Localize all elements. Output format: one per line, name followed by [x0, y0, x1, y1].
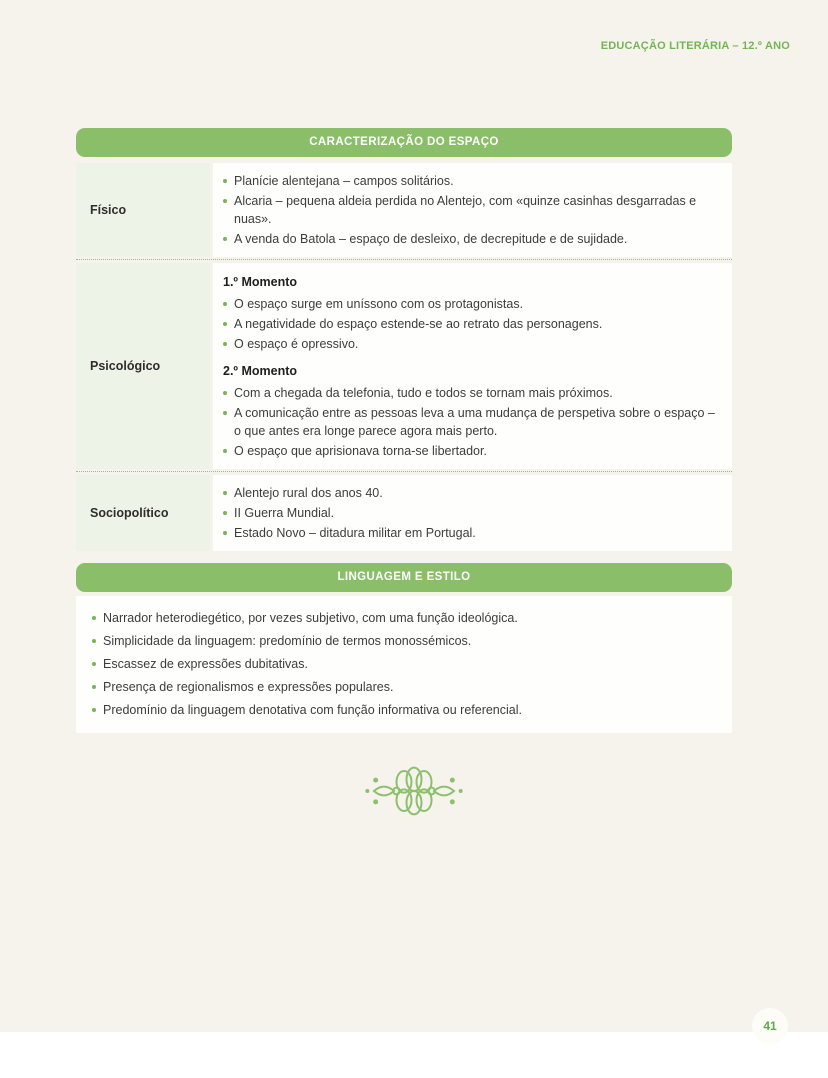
list-item: [223, 192, 718, 228]
row-label: Físico: [76, 163, 210, 257]
list-item-text: II Guerra Mundial.: [234, 506, 335, 520]
espaco-table: [76, 128, 732, 551]
bullet-icon: [223, 342, 227, 346]
flourish-ornament-icon: [364, 760, 464, 827]
table-row-sociopolitico: [76, 475, 732, 551]
espaco-table-title: CARACTERIZAÇÃO DO ESPAÇO: [76, 128, 732, 157]
list-item: [223, 484, 718, 502]
list-item-text: Presença de regionalismos e expressões populares.: [103, 680, 394, 694]
table-row-psicologico: [76, 263, 732, 469]
bullet-icon: [223, 322, 227, 326]
list-item-text: Planície alentejana – campos solitários.: [234, 174, 454, 188]
bullet-icon: [223, 237, 227, 241]
list-item-text: O espaço é opressivo.: [234, 337, 359, 351]
row-separator: [76, 469, 732, 472]
list-item: [223, 524, 718, 542]
linguagem-section: [76, 563, 732, 733]
row-content: [213, 263, 732, 469]
list-item-text: Estado Novo – ditadura militar em Portugal.: [234, 526, 476, 540]
bullet-icon: [223, 491, 227, 495]
list-item: [223, 384, 718, 402]
moment-heading: 2.º Momento: [223, 364, 298, 378]
list-item: [223, 335, 718, 353]
bullet-icon: [223, 391, 227, 395]
page-bottom-margin: [0, 1032, 828, 1078]
row-label: Psicológico: [76, 263, 210, 469]
bullet-icon: [223, 199, 227, 203]
list-item-text: Simplicidade da linguagem: predomínio de termos monossémicos.: [103, 634, 472, 648]
bullet-icon: [223, 531, 227, 535]
list-item: [223, 295, 718, 313]
list-item-text: A negatividade do espaço estende-se ao retrato das personagens.: [234, 317, 603, 331]
list-item: [92, 609, 716, 627]
espaco-table-body: [76, 163, 732, 551]
moment-heading: 1.º Momento: [223, 275, 298, 289]
table-row-fisico: [76, 163, 732, 257]
list-item-text: Alentejo rural dos anos 40.: [234, 486, 383, 500]
bullet-icon: [223, 302, 227, 306]
list-item: [92, 678, 716, 696]
list-item: [223, 442, 718, 460]
bullet-icon: [223, 411, 227, 415]
list-item: [223, 230, 718, 248]
list-item-text: Predomínio da linguagem denotativa com função informativa ou referencial.: [103, 703, 522, 717]
page-number-badge: [752, 1008, 788, 1044]
list-item: [223, 315, 718, 333]
bullet-icon: [223, 179, 227, 183]
list-item-text: O espaço que aprisionava torna-se libertador.: [234, 444, 487, 458]
list-item-text: O espaço surge em uníssono com os protagonistas.: [234, 297, 524, 311]
list-item-text: Narrador heterodiegético, por vezes subjetivo, com uma função ideológica.: [103, 611, 518, 625]
list-item-text: A venda do Batola – espaço de desleixo, de decrepitude e de sujidade.: [234, 232, 628, 246]
row-separator: [76, 257, 732, 260]
list-item-text: Alcaria – pequena aldeia perdida no Alentejo, com «quinze casinhas desgarradas e nuas».: [234, 194, 697, 226]
bullet-icon: [223, 511, 227, 515]
list-item: [92, 632, 716, 650]
list-item-text: A comunicação entre as pessoas leva a uma mudança de perspetiva sobre o espaço – o que antes era longe parece agora mais perto.: [234, 406, 715, 438]
bullet-icon: [92, 639, 96, 643]
bullet-icon: [223, 449, 227, 453]
bullet-icon: [92, 662, 96, 666]
bullet-icon: [92, 685, 96, 689]
linguagem-section-body: [76, 596, 732, 733]
page-number: 41: [763, 1019, 777, 1033]
page-running-header: EDUCAÇÃO LITERÁRIA – 12.º ANO: [600, 40, 790, 52]
list-item: [223, 504, 718, 522]
list-item: [223, 172, 718, 190]
list-item: [92, 701, 716, 719]
list-item: [223, 404, 718, 440]
bullet-icon: [92, 708, 96, 712]
list-item-text: Escassez de expressões dubitativas.: [103, 657, 308, 671]
row-label: Sociopolítico: [76, 475, 210, 551]
list-item-text: Com a chegada da telefonia, tudo e todos se tornam mais próximos.: [234, 386, 613, 400]
linguagem-section-title: LINGUAGEM E ESTILO: [76, 563, 732, 592]
bullet-icon: [92, 616, 96, 620]
list-item: [92, 655, 716, 673]
row-content: [213, 163, 732, 257]
row-content: [213, 475, 732, 551]
